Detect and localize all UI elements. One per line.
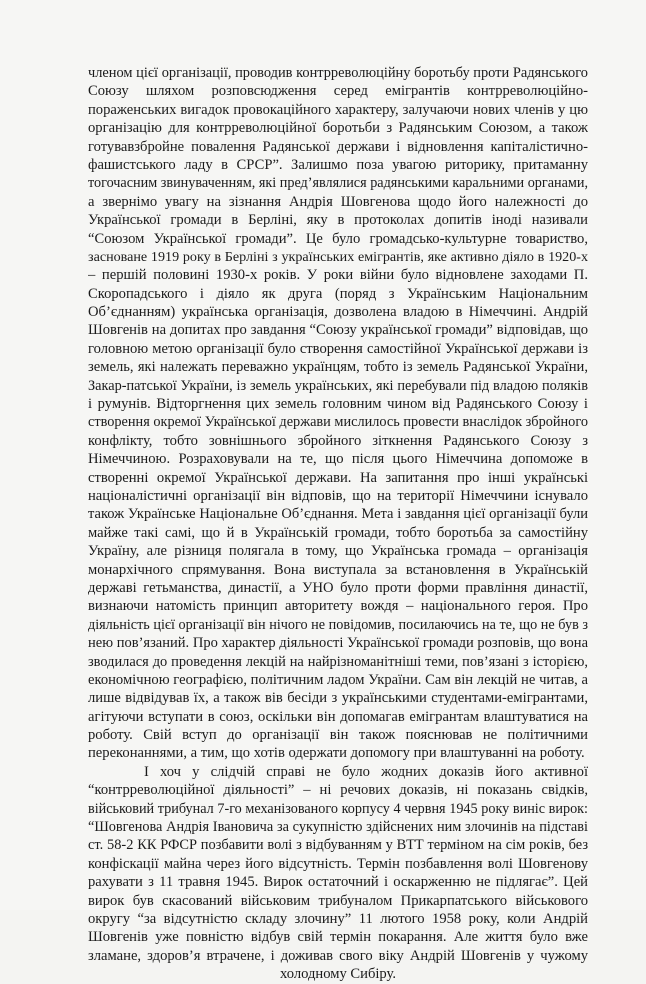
- text-line: також Українське Національне Об’єднання. Мета і завдання цієї організації були: [88, 506, 588, 523]
- text-line: організацію для контрреволюційної боротьби з Радянським Союзом, а також: [88, 120, 588, 137]
- text-line: переконаннями, а тим, що хотів одержати допомогу при влаштуванні на роботу.: [88, 745, 585, 762]
- text-line: зводилася до проведення лекцій на найрізноманітніші теми, пов’язані з історією,: [88, 653, 588, 670]
- text-line: конфлікту, тобто зовнішнього збройного зіткнення Радянського Союзу з: [88, 432, 588, 449]
- text-line: Об’єднанням) українська організація, дозволена владою в Німеччині. Андрій: [88, 304, 588, 321]
- text-line: Шовгенів уже повністю відбув свій термін покарання. Але життя було вже: [88, 929, 588, 946]
- text-line: земель, які належать переважно українцям, тобто із земель Радянської України,: [88, 359, 588, 376]
- text-line: пораженських вигадок провокаційного характеру, залучаючи нових членів у цю: [88, 101, 588, 118]
- text-line: Шовгенів на допитах про завдання “Союзу української громади” відповідав, що: [88, 322, 588, 339]
- text-line: державі гетьманства, династії, а УНО було проти форми правління династії,: [88, 579, 588, 596]
- text-line: “контрреволюційної діяльності” – ні речових доказів, ні показань свідків,: [88, 782, 588, 799]
- text-line: роботу. Свій вступ до організації він також пояснював не політичними: [88, 727, 588, 744]
- text-line: фашистського ладу в СРСР”. Залишмо поза увагою риторику, притаманну: [88, 156, 588, 173]
- text-line: Україну, але різниця полягала в тому, що Українська громада – організація: [88, 543, 588, 560]
- text-line: готувавзбройне повалення Радянської держави і відновлення капіталістично-: [88, 138, 588, 155]
- text-line: головною метою організації було створення самостійної Української держави із: [88, 340, 588, 357]
- text-line: діяльність цієї організації він нічого не повідомив, посилаючись на те, що не був з: [88, 616, 588, 633]
- text-line: а звернімо увагу на зізнання Андрія Шовгенова щодо його належності до: [88, 193, 588, 210]
- text-line: економічною географією, політичним ладом України. Сам він лекцій не читав, а: [88, 671, 588, 688]
- text-line: націоналістичні організації він відповів, що на території Німеччини існувало: [88, 487, 588, 504]
- text-line: ст. 58-2 КК РФСР позбавити волі з відбуванням у ВТТ терміном на сім років, без: [88, 837, 588, 854]
- text-line: нею пов’язаний. Про характер діяльності Української громади розповів, що вона: [88, 635, 588, 652]
- text-line: військовий трибунал 7-го механізованого корпусу 4 червня 1945 року виніс вирок:: [88, 800, 588, 817]
- text-line: Союзу шляхом розповсюдження серед емігрантів контрреволюційно-: [88, 83, 588, 100]
- text-line: Німеччиною. Розраховували на те, що після цього Німеччина допоможе в: [88, 451, 588, 468]
- text-line: членом цієї організації, проводив контрреволюційну боротьбу проти Радянського: [88, 65, 588, 81]
- text-line: монархічного спрямування. Вона виступала за встановлення в Українській: [88, 561, 588, 578]
- text-line: округу “за відсутністю складу злочину” 11 лютого 1958 року, коли Андрій: [88, 910, 588, 927]
- text-line: Скоропадського і діяло як друга (поряд з Українським Національним: [88, 285, 588, 302]
- text-line: – першій половині 1930-х років. У роки війни було відновлене заходами П.: [88, 267, 588, 284]
- text-line: Української громади в Берліні, яку в протоколах допитів іноді називали: [88, 212, 588, 229]
- text-line: І хоч у слідчій справі не було жодних доказів його активної: [144, 763, 588, 780]
- text-line: створенні окремої Української держави. На запитання про інші українські: [88, 469, 588, 486]
- text-line: визнаючи натомість принцип авторитету вождя – національного героя. Про: [88, 598, 588, 615]
- body-text: [88, 64, 588, 984]
- text-line: конфіскації майна через його відсутність. Термін позбавлення волі Шовгенову: [88, 855, 588, 872]
- text-line: зламане, здоров’я втрачене, і доживав свого віку Андрій Шовгенів у чужому: [88, 947, 588, 964]
- text-line: вирок був скасований військовим трибуналом Прикарпатського військового: [88, 892, 588, 909]
- text-line: холодному Сибіру.: [279, 966, 397, 983]
- text-line: засноване 1919 року в Берліні з українських емігрантів, яке активно діяло в 1920-х: [88, 248, 588, 265]
- text-line: лише відвідував їх, а також вів бесіди з українськими студентами-емігрантами,: [88, 690, 588, 707]
- text-line: створення окремої Української держави мислилось провести внаслідок збройного: [88, 414, 588, 431]
- text-line: агітуючи вступати в союз, оскільки він допомагав емігрантам влаштуватися на: [88, 708, 588, 725]
- text-line: “Шовгенова Андрія Івановича за сукупністю здійснених ним злочинів на підставі: [88, 819, 588, 836]
- text-line: і румунів. Відторгнення цих земель головним чином від Радянського Союзу і: [88, 396, 588, 413]
- text-line: Закар-патської України, із земель українських, які перебували під владою поляків: [88, 377, 588, 394]
- text-line: майже такі самі, що й в Українській громади, тобто боротьба за самостійну: [88, 524, 588, 541]
- text-line: рахувати з 11 травня 1945. Вирок остаточний і оскарженню не підлягає”. Цей: [88, 874, 588, 891]
- text-line: тогочасним звинуваченням, які пред’являлися радянськими каральними органами,: [88, 175, 588, 192]
- text-line: “Союзом Української громади”. Це було громадсько-культурне товариство,: [88, 230, 588, 247]
